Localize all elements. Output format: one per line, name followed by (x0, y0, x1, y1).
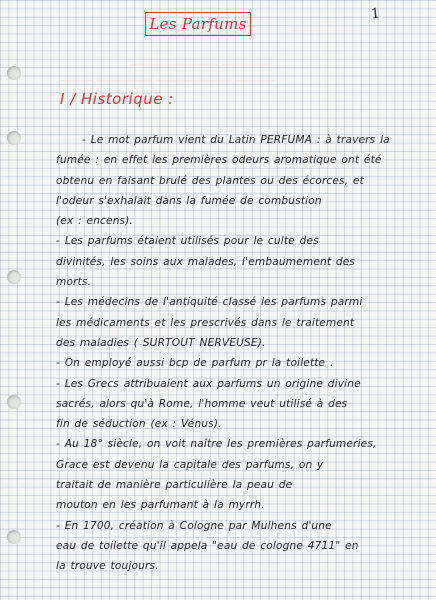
binder-hole (7, 530, 21, 544)
text-line: - Au 18° siècle, on voit naître les premières parfumeries, (56, 438, 377, 451)
text-line: eau de toilette qu'il appela "eau de cologne 4711" en (56, 539, 359, 552)
text-line: la trouve toujours. (56, 560, 159, 573)
text-line: morts. (56, 276, 92, 289)
text-line: l'odeur s'exhalait dans la fumée de combustion (56, 194, 322, 207)
paragraph (56, 231, 428, 292)
text-line: divinités, les soins aux malades, l'embaumement des (56, 255, 356, 268)
title-box (145, 12, 251, 36)
binder-hole (7, 395, 21, 409)
section-heading: I / Historique : (60, 90, 174, 108)
paragraph (56, 292, 428, 353)
show-through-text: _______ _____ (290, 18, 360, 31)
text-line: fumée : en effet les premières odeurs aromatique ont été (56, 154, 382, 167)
text-line: - En 1700, création à Cologne par Mulhens d'une (56, 519, 332, 532)
text-line: mouton en les parfumant à la myrrh. (56, 499, 265, 512)
text-line: traitait de manière particulière la peau de (56, 479, 293, 492)
binder-hole (7, 66, 21, 80)
text-line: sacrés, alors qu'à Rome, l'homme veut utilisé à des (56, 397, 348, 410)
show-through-text: ______ __________ ______________ _______ (60, 68, 274, 81)
text-line: (ex : encens). (56, 215, 134, 228)
text-line: les médicaments et les prescrivés dans le traitement (56, 316, 355, 329)
paragraph (56, 434, 428, 515)
text-line: - Le mot parfum vient du Latin PERFUMA : à travers la (82, 134, 390, 146)
text-line: - On employé aussi bcp de parfum pr la toilette . (56, 357, 334, 370)
text-line: - Les parfums étaient utilisés pour le culte des (56, 235, 319, 248)
paragraph (56, 130, 428, 231)
page-title: Les Parfums (149, 15, 247, 33)
paragraph (56, 374, 428, 435)
show-through-text: ________________ _________ (130, 52, 271, 65)
binder-hole (7, 131, 21, 145)
text-line: obtenu en faisant brulé des plantes ou des écorces, et (56, 174, 364, 187)
handwritten-body (56, 130, 428, 577)
binder-hole (7, 270, 21, 284)
text-line: - Les Grecs attribuaient aux parfums un origine divine (56, 377, 361, 390)
text-line: fin de séduction (ex : Vénus). (56, 418, 222, 431)
page-number: 1 (370, 5, 381, 23)
text-line: Grace est devenu la capitale des parfums, on y (56, 458, 324, 471)
paragraph (56, 516, 428, 577)
text-line: - Les médecins de l'antiquité classé les parfums parmi (56, 296, 363, 309)
text-line: des maladies ( SURTOUT NERVEUSE). (56, 336, 266, 349)
paragraph (56, 353, 428, 373)
